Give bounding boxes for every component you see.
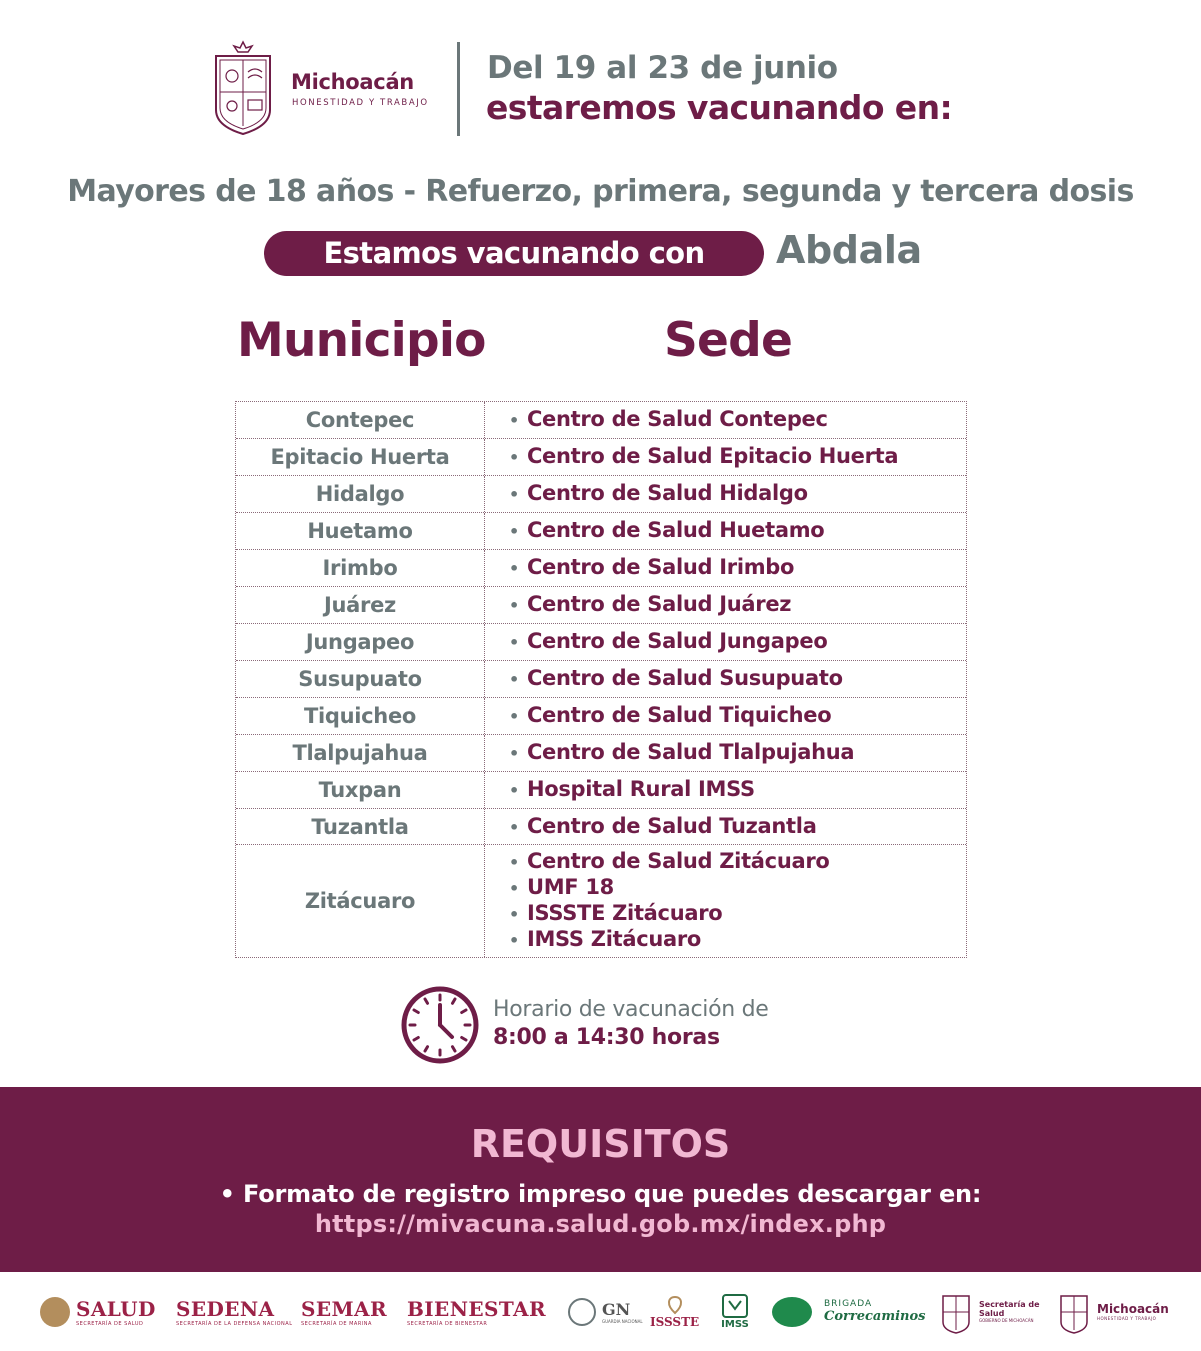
municipio-cell: Susupuato bbox=[236, 661, 485, 697]
requirements-title: REQUISITOS bbox=[470, 1122, 731, 1166]
sede-item: • Centro de Salud Zitácuaro bbox=[509, 849, 830, 873]
logo-michoacan: Michoacán HONESTIDAD Y TRABAJO bbox=[1059, 1272, 1169, 1351]
sede-item: • Centro de Salud Irimbo bbox=[509, 555, 795, 579]
municipio-cell: Tuxpan bbox=[236, 772, 485, 808]
table-row bbox=[236, 772, 966, 809]
municipio-cell: Jungapeo bbox=[236, 624, 485, 660]
municipio-cell: Contepec bbox=[236, 402, 485, 438]
sede-item: • Centro de Salud Juárez bbox=[509, 592, 792, 616]
header-divider bbox=[457, 42, 460, 136]
audience-text: Mayores de 18 años - Refuerzo, primera, segunda y tercera dosis bbox=[67, 174, 1134, 209]
table-row bbox=[236, 845, 966, 957]
mexico-eagle-icon bbox=[40, 1297, 70, 1327]
requirements-item: • Formato de registro impreso que puedes descargar en: bbox=[219, 1180, 982, 1208]
sede-item: • Centro de Salud Epitacio Huerta bbox=[509, 444, 899, 468]
sede-item: • Centro de Salud Hidalgo bbox=[509, 481, 808, 505]
logo-imss: IMSS bbox=[720, 1272, 750, 1351]
sede-item: • Centro de Salud Tuzantla bbox=[509, 813, 817, 838]
municipio-cell: Irimbo bbox=[236, 550, 485, 586]
michoacan-crest-icon bbox=[212, 40, 274, 136]
clock-icon bbox=[400, 985, 480, 1065]
logo-bienestar: BIENESTAR SECRETARÍA DE BIENESTAR bbox=[407, 1296, 547, 1327]
table-row bbox=[236, 661, 966, 698]
sede-item: • Centro de Salud Jungapeo bbox=[509, 629, 828, 653]
table-row bbox=[236, 439, 966, 476]
logo-secretaria-salud-michoacan: Secretaría de Salud GOBIERNO DE MICHOACÁN bbox=[941, 1272, 1049, 1351]
sede-item: • UMF 18 bbox=[509, 875, 614, 899]
logo-guardia-nacional: GN GUARDIA NACIONAL bbox=[568, 1272, 643, 1351]
sede-item: • Centro de Salud Tiquicheo bbox=[509, 703, 832, 727]
hours-value: 8:00 a 14:30 horas bbox=[493, 1025, 720, 1050]
municipio-cell: Tiquicheo bbox=[236, 698, 485, 734]
vaccine-pill: Estamos vacunando con bbox=[264, 231, 764, 276]
vaccine-name: Abdala bbox=[776, 228, 922, 272]
table-row bbox=[236, 513, 966, 550]
municipio-cell: Hidalgo bbox=[236, 476, 485, 512]
hours-label: Horario de vacunación de bbox=[493, 997, 769, 1022]
sede-item: • Hospital Rural IMSS bbox=[509, 777, 755, 801]
michoacan-crest-small-icon bbox=[941, 1290, 971, 1334]
registration-link[interactable]: https://mivacuna.salud.gob.mx/index.php bbox=[314, 1210, 887, 1238]
municipio-cell: Huetamo bbox=[236, 513, 485, 549]
table-row bbox=[236, 587, 966, 624]
partner-logos bbox=[0, 1272, 1201, 1351]
logo-brigada-correcaminos: BRIGADA Correcaminos bbox=[772, 1272, 925, 1351]
sede-item: • IMSS Zitácuaro bbox=[509, 927, 702, 951]
municipio-cell: Epitacio Huerta bbox=[236, 439, 485, 475]
logo-issste: ISSSTE bbox=[650, 1272, 699, 1351]
brand-motto: HONESTIDAD Y TRABAJO bbox=[292, 98, 429, 108]
sede-item: • Centro de Salud Contepec bbox=[509, 407, 828, 431]
schedule-table bbox=[235, 401, 967, 958]
column-header-sede: Sede bbox=[664, 313, 793, 368]
correcaminos-icon bbox=[772, 1297, 812, 1327]
gn-seal-icon bbox=[568, 1298, 596, 1326]
brand-name: Michoacán bbox=[291, 70, 414, 94]
table-row bbox=[236, 476, 966, 513]
municipio-cell: Tuzantla bbox=[236, 809, 485, 844]
logo-sedena: SEDENA SECRETARÍA DE LA DEFENSA NACIONAL bbox=[176, 1296, 293, 1327]
municipio-cell: Zitácuaro bbox=[236, 845, 485, 957]
sede-item: • Centro de Salud Tlalpujahua bbox=[509, 740, 855, 764]
headline: estaremos vacunando en: bbox=[486, 88, 953, 127]
header bbox=[0, 36, 1201, 146]
column-header-municipio: Municipio bbox=[237, 313, 486, 368]
table-row bbox=[236, 402, 966, 439]
table-row bbox=[236, 624, 966, 661]
municipio-cell: Tlalpujahua bbox=[236, 735, 485, 771]
sede-item: • Centro de Salud Susupuato bbox=[509, 666, 843, 690]
sede-item: • ISSSTE Zitácuaro bbox=[509, 901, 723, 925]
table-row bbox=[236, 735, 966, 772]
table-row bbox=[236, 809, 966, 845]
logo-salud: SALUD SECRETARÍA DE SALUD bbox=[40, 1272, 156, 1351]
requirements-band bbox=[0, 1087, 1201, 1272]
municipio-cell: Juárez bbox=[236, 587, 485, 623]
table-row bbox=[236, 698, 966, 735]
issste-emblem-icon bbox=[664, 1295, 686, 1315]
logo-semar: SEMAR SECRETARÍA DE MARINA bbox=[301, 1296, 387, 1327]
imss-emblem-icon bbox=[720, 1293, 750, 1319]
michoacan-crest-small-icon bbox=[1059, 1290, 1089, 1334]
date-range: Del 19 al 23 de junio bbox=[487, 50, 838, 86]
sede-item: • Centro de Salud Huetamo bbox=[509, 518, 825, 542]
table-row bbox=[236, 550, 966, 587]
